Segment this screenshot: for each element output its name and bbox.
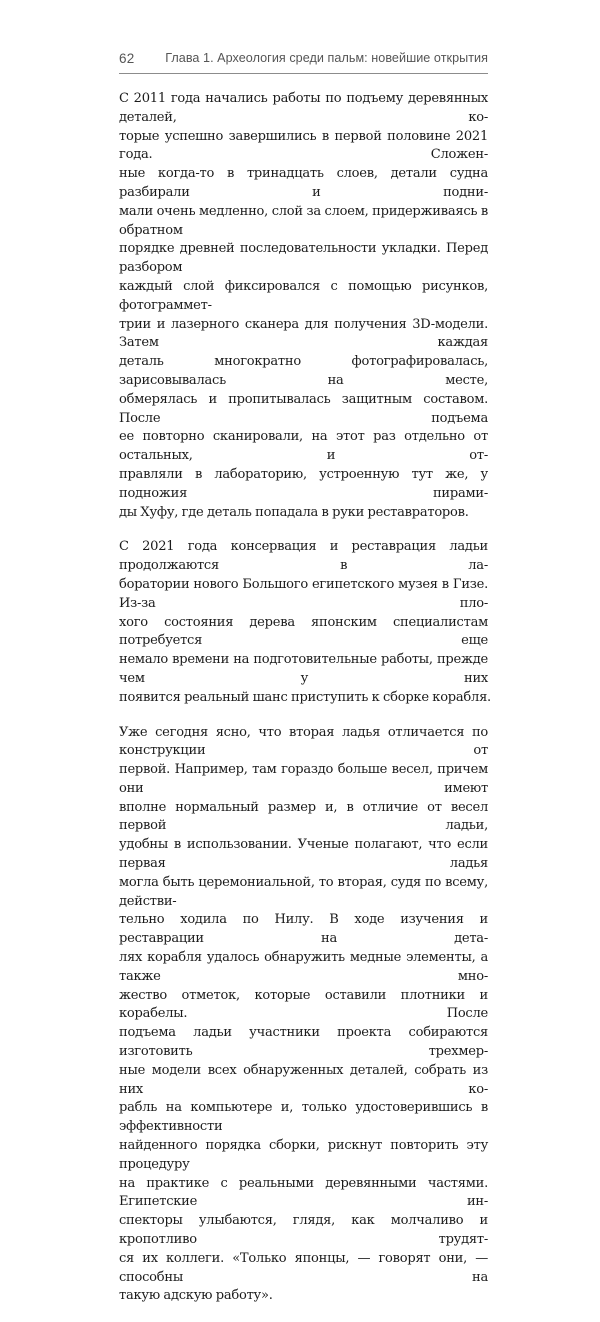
text-line: боратории нового Большого египетского музея в Гизе. Из-за пло- bbox=[119, 576, 488, 611]
text-line: ные модели всех обнаруженных деталей, собрать из них ко- bbox=[119, 1062, 488, 1097]
text-line: рабль на компьютере и, только удостоверившись в эффективности bbox=[119, 1100, 488, 1135]
text-line: найденного порядка сборки, рискнут повторить эту процедуру bbox=[119, 1138, 488, 1172]
text-line: ее повторно сканировали, на этот раз отдельно от остальных, и от- bbox=[119, 429, 488, 464]
text-line: жество отметок, которые оставили плотники и корабелы. После bbox=[119, 987, 488, 1022]
text-line: С 2011 года начались работы по подъему деревянных деталей, ко- bbox=[119, 91, 488, 125]
text-line: появится реальный шанс приступить к сборке корабля. bbox=[119, 689, 491, 705]
paragraph-2 bbox=[119, 538, 491, 707]
text-line: порядке древней последовательности укладки. Перед разбором bbox=[119, 241, 488, 276]
text-line: вполне нормальный размер и, в отличие от весел первой ладьи, bbox=[119, 799, 488, 834]
text-line: тельно ходила по Нилу. В ходе изучения и реставрации на дета- bbox=[119, 912, 488, 947]
text-line: торые успешно завершились в первой половине 2021 года. Сложен- bbox=[119, 128, 488, 163]
text-line: такую адскую работу». bbox=[119, 1288, 273, 1304]
text-line: ды Хуфу, где деталь попадала в руки реставраторов. bbox=[119, 504, 469, 520]
text-line: каждый слой фиксировался с помощью рисунков, фотограммет- bbox=[119, 278, 488, 313]
text-line: лях корабля удалось обнаружить медные элементы, а также мно- bbox=[119, 950, 488, 984]
text-line: деталь многократно фотографировалась, зарисовывалась на месте, bbox=[119, 354, 488, 388]
text-line: могла быть церемониальной, то вторая, судя по всему, действи- bbox=[119, 874, 488, 909]
text-line: подъема ладьи участники проекта собираются изготовить трехмер- bbox=[119, 1025, 488, 1060]
page-header bbox=[119, 48, 488, 74]
text-line: правляли в лабораторию, устроенную тут же, у подножия пирами- bbox=[119, 466, 488, 501]
paragraph-3 bbox=[119, 724, 488, 1307]
text-line: ные когда-то в тринадцать слоев, детали судна разбирали и подни- bbox=[119, 166, 488, 200]
text-line: немало времени на подготовительные работы, прежде чем у них bbox=[119, 652, 488, 686]
paragraph-1 bbox=[119, 90, 488, 522]
text-line: на практике с реальными деревянными частями. Египетские ин- bbox=[119, 1175, 488, 1210]
text-line: спекторы улыбаются, глядя, как молчаливо и кропотливо трудят- bbox=[119, 1213, 488, 1248]
running-head: Глава 1. Археология среди пальм: новейшие открытия bbox=[165, 51, 488, 65]
text-line: трии и лазерного сканера для получения 3D-модели. Затем каждая bbox=[119, 316, 488, 351]
text-line: ся их коллеги. «Только японцы, — говорят они, — способны на bbox=[119, 1250, 488, 1285]
text-line: первой. Например, там гораздо больше весел, причем они имеют bbox=[119, 762, 488, 796]
text-line: обмерялась и пропитывалась защитным составом. После подъема bbox=[119, 391, 488, 426]
text-line: удобны в использовании. Ученые полагают, что если первая ладья bbox=[119, 837, 488, 872]
text-line: мали очень медленно, слой за слоем, придерживаясь в обратном bbox=[119, 203, 488, 238]
text-line: хого состояния дерева японским специалистам потребуется еще bbox=[119, 614, 488, 649]
page-number: 62 bbox=[119, 51, 135, 66]
text-line: Уже сегодня ясно, что вторая ладья отличается по конструкции от bbox=[119, 724, 488, 759]
text-line: С 2021 года консервация и реставрация ладьи продолжаются в ла- bbox=[119, 539, 488, 574]
body-text bbox=[119, 90, 491, 1322]
